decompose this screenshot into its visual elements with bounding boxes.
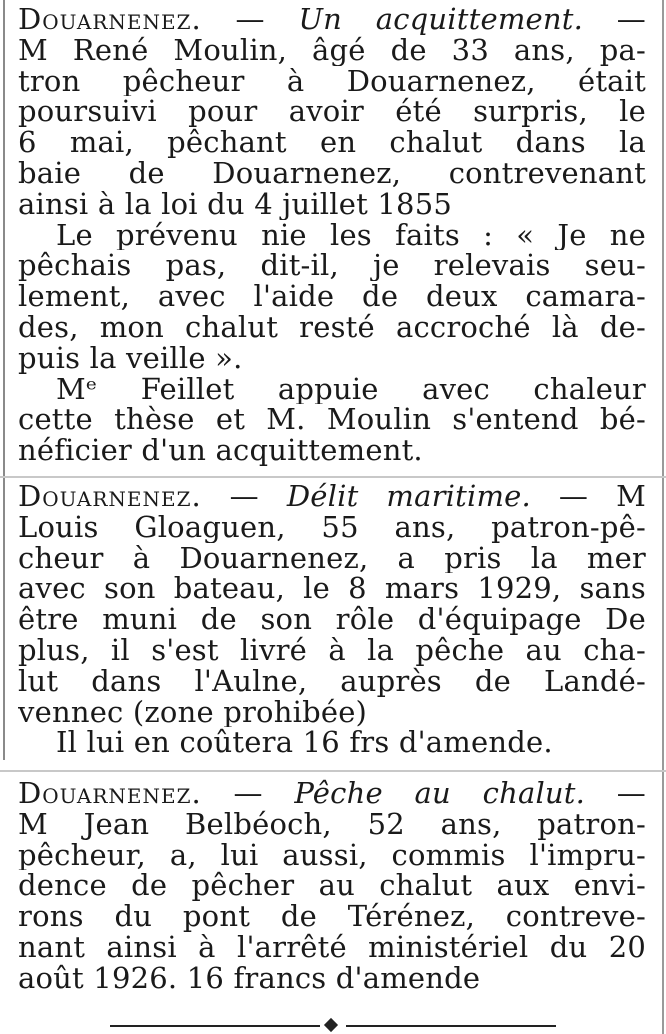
article-text-line	[18, 666, 646, 697]
article-text-line	[18, 189, 646, 220]
ornament-diamond-icon	[324, 1018, 338, 1032]
text-run: néficier d'un acquittement.	[18, 435, 423, 466]
article-headline-line	[18, 481, 646, 512]
text-run: puis la veille ».	[18, 342, 243, 374]
text-run: pêcheur, a, lui aussi, commis l'impru-	[18, 839, 646, 871]
text-run: poursuivi pour avoir été surpris, le	[18, 96, 646, 128]
text-run: cette thèse et M. Moulin s'entend bé-	[18, 404, 646, 436]
article-text-line	[18, 35, 646, 66]
text-run: ainsi à la loi du 4 juillet 1855	[18, 188, 452, 220]
article-text-line	[18, 312, 646, 343]
article-text-line	[18, 604, 646, 635]
article-text-line	[18, 573, 646, 604]
article-text-line	[18, 250, 646, 281]
article-text-line	[18, 840, 646, 871]
article-text-line	[18, 435, 646, 466]
text-run: M Jean Belbéoch, 52 ans, patron-	[18, 808, 646, 840]
dateline-place: Douarnenez.	[18, 4, 202, 35]
text-run: tron pêcheur à Douarnenez, était	[18, 65, 646, 97]
text-run: 6 mai, pêchant en chalut dans la	[18, 127, 646, 158]
article-text-line	[18, 870, 646, 901]
text-run: Il lui en coûtera 16 frs d'amende.	[56, 727, 553, 759]
article-text-line	[18, 697, 646, 728]
article-text-line	[18, 281, 646, 312]
text-run: lut dans l'Aulne, auprès de Landé-	[18, 665, 646, 697]
text-run: M René Moulin, âgé de 33 ans, pa-	[18, 34, 646, 66]
article-text-line	[18, 96, 646, 127]
article-text	[18, 4, 646, 466]
article-text-line	[18, 512, 646, 543]
text-run: août 1926. 16 francs d'amende	[18, 962, 481, 994]
article-text-line	[18, 543, 646, 574]
article-text-line	[18, 127, 646, 158]
article-text-line	[18, 809, 646, 840]
article-text-line	[18, 932, 646, 963]
article-title: Un acquittement.	[298, 4, 584, 35]
article-text-line	[18, 66, 646, 97]
article-text-line	[18, 343, 646, 374]
text-run: Louis Gloaguen, 55 ans, patron-pê-	[18, 511, 646, 543]
text-run: —	[201, 778, 295, 809]
text-run: —	[201, 4, 299, 35]
article-title: Pêche au chalut.	[294, 778, 586, 809]
text-run: nant ainsi à l'arrêté ministériel du 20	[18, 931, 646, 963]
article-text-line	[18, 963, 646, 994]
article-text	[18, 481, 646, 758]
text-run: des, mon chalut resté accroché là de-	[18, 311, 646, 343]
text-run: avec son bateau, le 8 mars 1929, sans	[18, 573, 646, 605]
article-text-line	[18, 404, 646, 435]
text-run: rons du pont de Térénez, contreve-	[18, 901, 646, 932]
text-run: baie de Douarnenez, contrevenant	[18, 157, 646, 189]
article-text-line	[18, 727, 646, 758]
text-run: pêchais pas, dit-il, je relevais seu-	[18, 250, 646, 282]
article-text-line	[18, 374, 646, 405]
article-text	[18, 778, 646, 994]
text-run: —	[201, 481, 287, 512]
text-run: —	[585, 778, 646, 809]
right-column-rule	[662, 0, 664, 1034]
text-run: dence de pêcher au chalut aux envi-	[18, 870, 646, 902]
text-run: vennec (zone prohibée)	[18, 696, 368, 728]
text-run: Mᵉ Feillet appuie avec chaleur	[56, 373, 646, 405]
left-column-rule	[3, 0, 5, 760]
text-run: lement, avec l'aide de deux camara-	[18, 281, 646, 312]
article-headline-line	[18, 4, 646, 35]
article-headline-line	[18, 778, 646, 809]
text-run: être muni de son rôle d'équipage De	[18, 604, 646, 635]
end-ornament	[110, 1020, 556, 1032]
ornament-rule-right	[346, 1025, 556, 1027]
article-text-line	[18, 220, 646, 251]
text-run: cheur à Douarnenez, a pris la mer	[18, 542, 646, 574]
dateline-place: Douarnenez.	[18, 778, 202, 809]
article-divider	[0, 770, 666, 772]
text-run: — M	[530, 481, 646, 512]
article-title: Délit maritime.	[286, 481, 531, 512]
article-divider	[0, 476, 666, 478]
dateline-place: Douarnenez.	[18, 481, 202, 512]
text-run: plus, il s'est livré à la pêche au cha-	[18, 634, 646, 666]
article-text-line	[18, 158, 646, 189]
text-run: —	[583, 4, 646, 35]
article-text-line	[18, 901, 646, 932]
article-text-line	[18, 635, 646, 666]
text-run: Le prévenu nie les faits : « Je ne	[56, 219, 646, 251]
ornament-rule-left	[110, 1025, 320, 1027]
